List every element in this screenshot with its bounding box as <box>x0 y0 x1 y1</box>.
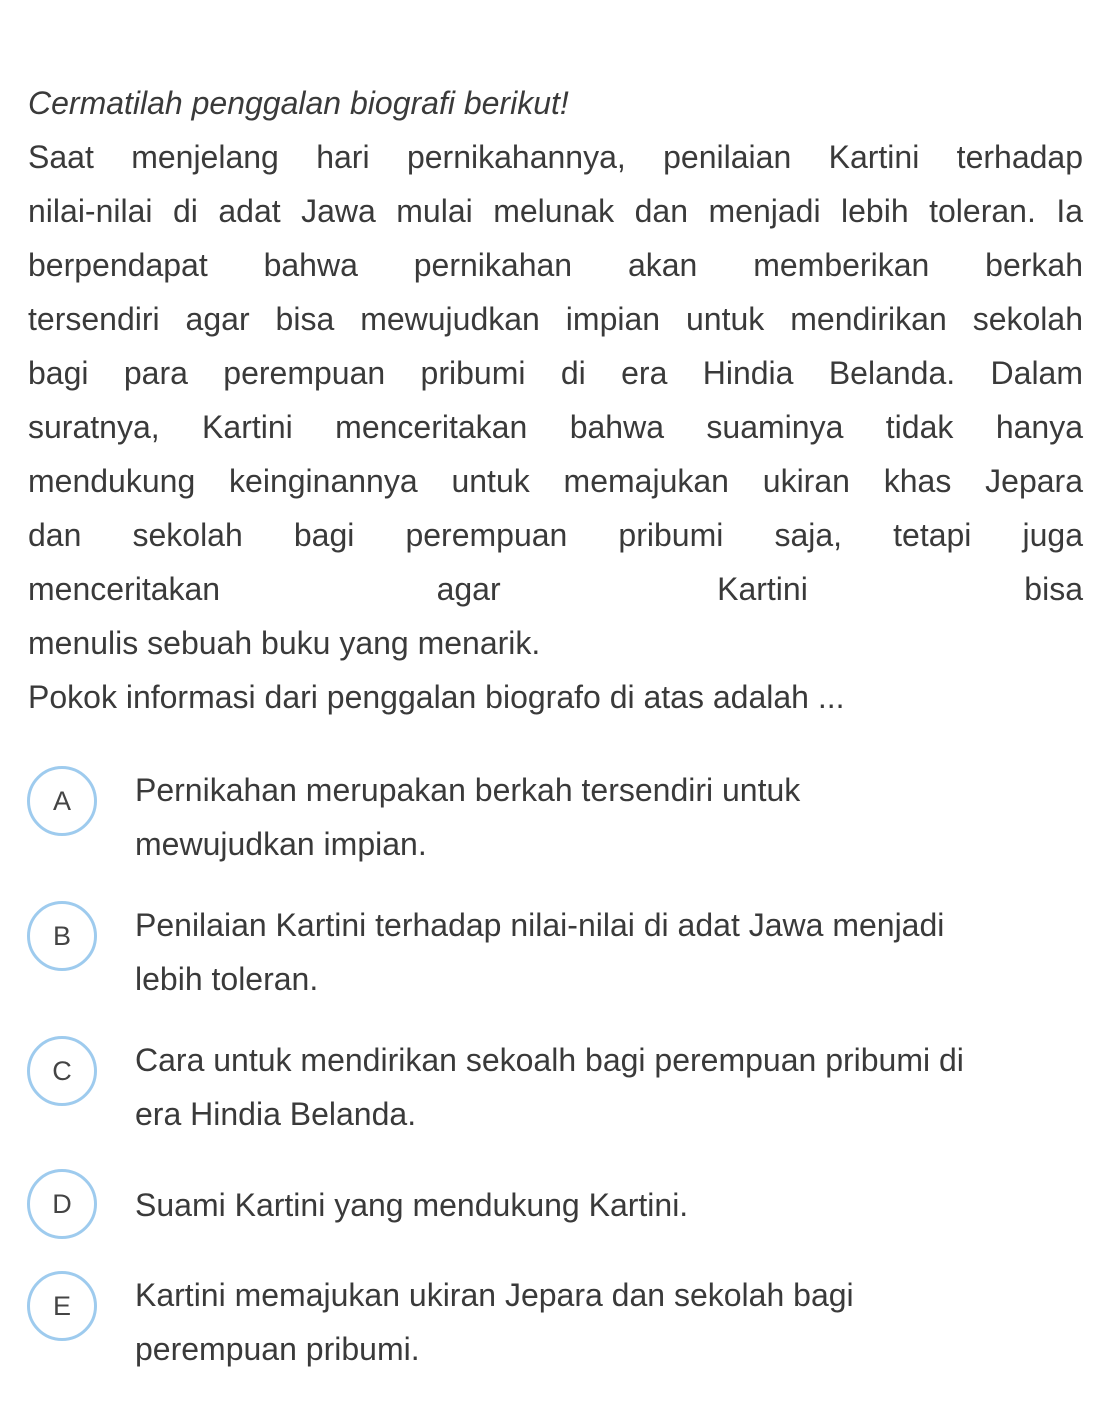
passage-line: menceritakan agar Kartini bisa <box>28 571 1083 607</box>
instruction: Cermatilah penggalan biografi berikut! <box>28 85 569 121</box>
option-text: Penilaian Kartini terhadap nilai-nilai di adat Jawa menjadi <box>135 907 945 943</box>
passage-line: bagi para perempuan pribumi di era Hindia Belanda. Dalam <box>28 355 1083 391</box>
passage-line: mendukung keinginannya untuk memajukan ukiran khas Jepara <box>28 463 1083 499</box>
passage-line: Saat menjelang hari pernikahannya, penilaian Kartini terhadap <box>28 139 1083 175</box>
option-text: Pernikahan merupakan berkah tersendiri untuk <box>135 772 801 808</box>
question-block <box>28 76 1083 724</box>
option-text: Suami Kartini yang mendukung Kartini. <box>135 1187 689 1223</box>
passage-line: dan sekolah bagi perempuan pribumi saja, tetapi juga <box>28 517 1083 553</box>
option-letter-circle[interactable]: A <box>27 766 97 836</box>
option-text: Cara untuk mendirikan sekoalh bagi perempuan pribumi di <box>135 1042 964 1078</box>
option-text: era Hindia Belanda. <box>135 1096 417 1132</box>
option-text: lebih toleran. <box>135 961 319 997</box>
passage-line: suratnya, Kartini menceritakan bahwa suaminya tidak hanya <box>28 409 1083 445</box>
option-letter-circle[interactable]: C <box>27 1036 97 1106</box>
passage-line: berpendapat bahwa pernikahan akan memberikan berkah <box>28 247 1083 283</box>
passage-line: tersendiri agar bisa mewujudkan impian untuk mendirikan sekolah <box>28 301 1083 337</box>
option-text: Kartini memajukan ukiran Jepara dan sekolah bagi <box>135 1277 854 1313</box>
option-letter-circle[interactable]: D <box>27 1169 97 1239</box>
option-letter-circle[interactable]: B <box>27 901 97 971</box>
passage-line: nilai-nilai di adat Jawa mulai melunak dan menjadi lebih toleran. Ia <box>28 193 1083 229</box>
option-text: mewujudkan impian. <box>135 826 427 862</box>
option-letter-circle[interactable]: E <box>27 1271 97 1341</box>
option-text: perempuan pribumi. <box>135 1331 420 1367</box>
question-text: Pokok informasi dari penggalan biografo di atas adalah ... <box>28 679 845 715</box>
passage <box>28 130 1083 670</box>
passage-line: menulis sebuah buku yang menarik. <box>28 625 541 661</box>
